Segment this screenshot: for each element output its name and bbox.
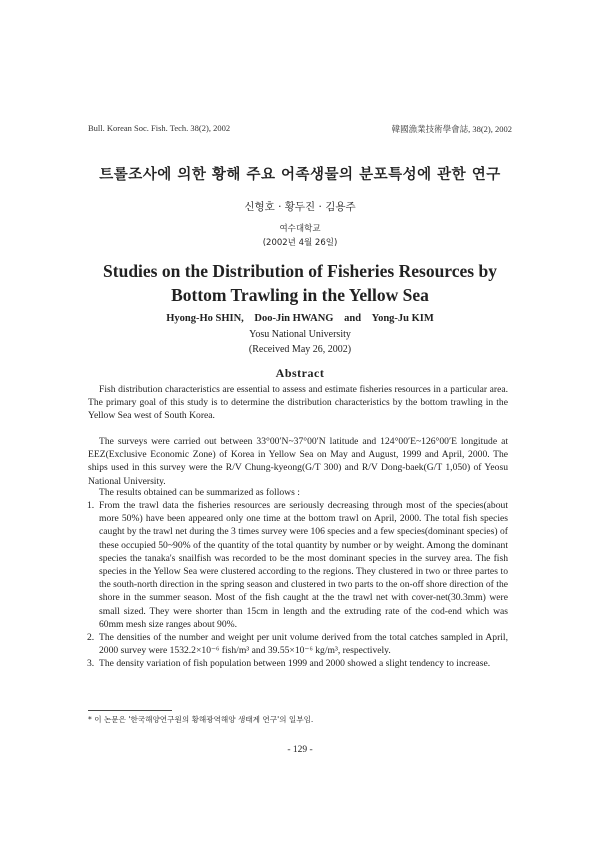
abstract-paragraph-1 (88, 383, 508, 423)
list-item-number: 2. (87, 632, 95, 644)
english-authors (0, 313, 600, 324)
list-item-text: The densities of the number and weight per unit volume derived from the total catches sampled in April, 2000 survey were 1532.2×10⁻⁶ fish/m³ and 39.55×10⁻⁶ kg/m³, respectively. (99, 632, 508, 657)
page-number: - 129 - (287, 745, 313, 755)
paragraph-text: The results obtained can be summarized as follows : (99, 487, 300, 498)
abstract-paragraph-2 (88, 435, 508, 488)
list-item (88, 499, 508, 631)
abstract-paragraph-3 (88, 486, 508, 499)
english-title (0, 259, 600, 307)
abstract-heading: Abstract (275, 366, 325, 380)
journal-citation-kr: 韓國漁業技術學會誌, 38(2), 2002 (391, 124, 512, 134)
author-1: Hyong-Ho SHIN, (166, 313, 244, 324)
korean-authors: 신형호 · 황두진 · 김용주 (244, 201, 356, 213)
footnote-divider (88, 710, 172, 711)
korean-title: 트롤조사에 의한 황해 주요 어족생물의 분포특성에 관한 연구 (99, 167, 501, 183)
results-list (88, 499, 508, 671)
list-item (88, 657, 508, 670)
list-item-text: From the trawl data the fisheries resources are seriously decreasing through most of the species(about more 50%) have been appeared only one time at the bottom trawl on April, 2000. The total fish species caught by the trawl net during the 3 times survey were 106 species and a few species(dominant species) of these occupied 50~90% of the quantity of the total quantity by number or by weight. Among the dominant species the tanaka's snailfish was recorded to be the most dominant species in the survey area. The fish species in the Yellow Sea were clustered according to the regions. They clustered in two or three partes to the south-north direction in the spring season and clustered in two parts to the on-off shore direction of the shore in the summer season. Most of the fish caught at the the trawl net with cover-net(30.3mm) were small sized. They were shorter than 15cm in length and the extruding rate of the cod-end which was 60mm mesh size ranges about 90%. (99, 500, 508, 630)
paragraph-text: The surveys were carried out between 33°00′N~37°00′N latitude and 124°00′E~126°00′E longitude at EEZ(Exclusive Economic Zone) of Korea in Yellow Sea on May and August, 1999 and April, 2000. The ships used in this survey were the R/V Chung-kyeong(G/T 300) and R/V Dong-baek(G/T 1,050) of Yeosu National University. (88, 436, 508, 487)
korean-date: (2002년 4월 26일) (262, 238, 338, 248)
english-title-line2: Bottom Trawling in the Yellow Sea (171, 285, 429, 305)
author-3: Yong-Ju KIM (371, 313, 434, 324)
english-title-line1: Studies on the Distribution of Fisheries Resources by (103, 261, 497, 281)
korean-affiliation: 여수대학교 (279, 224, 321, 234)
list-item (88, 631, 508, 657)
english-affiliation: Yosu National University (249, 329, 351, 340)
list-item-number: 1. (87, 500, 95, 511)
list-item-number: 3. (87, 658, 95, 670)
footnote: * 이 논문은 '한국해양연구원의 황해광역해양 생태계 연구'의 일부임. (88, 715, 314, 724)
author-2: Doo-Jin HWANG (254, 313, 334, 324)
author-and: and (344, 313, 362, 324)
list-item-text: The density variation of fish population between 1999 and 2000 showed a slight tendency to increase. (99, 658, 491, 670)
journal-citation-en: Bull. Korean Soc. Fish. Tech. 38(2), 2002 (88, 123, 231, 133)
received-date: (Received May 26, 2002) (248, 344, 352, 355)
paragraph-text: Fish distribution characteristics are essential to assess and estimate fisheries resources in a particular area. The primary goal of this study is to determine the distribution characteristics by the bottom trawling in the Yellow Sea west of South Korea. (88, 384, 508, 422)
